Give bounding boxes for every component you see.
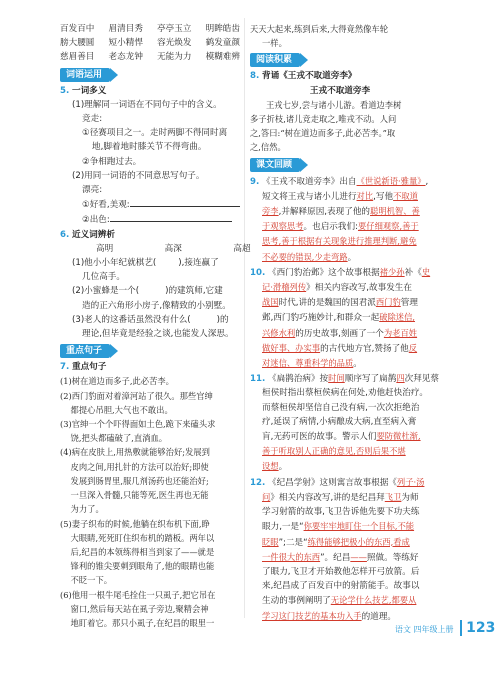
key-sentence-line: 地盯着它。那只小虱子,在纪昌的眼里一 — [60, 617, 215, 628]
question-number: 12. — [250, 477, 266, 488]
text: 。 — [347, 252, 357, 263]
q11-line: 桓侯时指出蔡桓侯病在何处,劝他赶快治疗。 — [262, 388, 429, 399]
q11-line: 疗,延误了病情,小病酿成大病,直至病入膏 — [262, 416, 417, 427]
text: 。 — [353, 359, 362, 370]
q12-line — [250, 475, 430, 490]
section-title-key-sentences: 重点句子 — [60, 344, 110, 358]
q6-sentence — [60, 284, 240, 298]
text: 时代,讲的是魏国的国君派 — [278, 298, 376, 309]
word-row — [60, 22, 240, 36]
q12-line — [250, 550, 430, 565]
q12-line: 来,纪昌成了百发百中的射箭能手。故事以 — [262, 581, 420, 592]
key-sentence-line: 大眼睛,死死盯住织布机的踏板。两年以 — [60, 532, 215, 543]
word: 百发百中 — [60, 24, 95, 34]
question-8-title — [250, 69, 430, 83]
text-line: 多子折枝,诸儿竞走取之,唯戎不动。人问 — [250, 114, 397, 125]
question-6-title — [60, 228, 240, 242]
column-divider — [244, 18, 245, 618]
q5-sentence — [60, 126, 240, 140]
word: 短小精悍 — [108, 38, 143, 49]
text: 《王戎不取道旁李》出自 — [261, 176, 357, 187]
q5-part1: (1)理解同一词语在不同句子中的含义。 — [72, 99, 222, 110]
text: 次拜见蔡 — [404, 374, 440, 385]
answer-text: 旁李 — [262, 206, 279, 217]
q12-line: 了眼力,飞卫才开始教他怎样开弓放箭。后 — [262, 566, 420, 577]
section-title-reading: 阅读积累 — [250, 53, 300, 67]
question-title: 近义词辨析 — [71, 229, 115, 240]
answer-text: 眨眼 — [262, 536, 279, 547]
q10-line — [250, 341, 430, 356]
answer-text: 时间 — [328, 373, 345, 384]
text: 眼力,一是“ — [262, 522, 304, 533]
q11-line — [250, 371, 440, 386]
q11-line — [250, 459, 430, 474]
q9-line — [250, 204, 430, 219]
sentence-text: )的 — [216, 314, 229, 325]
text: 的道理。 — [361, 611, 396, 622]
word: 眉清目秀 — [108, 24, 143, 34]
answer-text: 思考,善于根据有关现象进行推理判断,避免 — [262, 236, 417, 247]
q11-line: 而蔡桓侯却坚信自己没有病,一次次拒绝治 — [262, 402, 420, 413]
q5-answer-line — [60, 212, 240, 227]
question-number: 8. — [250, 71, 260, 82]
answer-text: 聪明机智、善 — [370, 206, 420, 217]
word: 亭亭玉立 — [157, 24, 192, 34]
answer-text: 列子·汤 — [396, 476, 425, 487]
q9-line — [250, 174, 430, 189]
text: 《西门豹治邺》这个故事根据 — [267, 267, 380, 278]
question-7-title — [60, 360, 240, 374]
q9-line — [250, 189, 430, 204]
key-sentence-line: 一旦深入骨髓,只能等死,医生再也无能 — [60, 490, 209, 501]
question-number: 5. — [60, 85, 70, 96]
question-title: 一词多义 — [71, 85, 107, 96]
key-sentence-line: 为力了。 — [60, 504, 104, 515]
word-row — [60, 50, 240, 64]
key-sentence-line: (4)病在皮肤上,用热敷就能够治好;发展到 — [60, 447, 210, 458]
left-column — [60, 22, 251, 630]
key-sentence-line: (2)西门豹面对着漳河站了很久。那些官绅 — [60, 390, 213, 401]
word: 明眸皓齿 — [205, 24, 240, 34]
text-line: 王戎七岁,尝与诸小儿游。看道边李树 — [266, 99, 402, 110]
footer-grade: 四年级上册 — [413, 625, 454, 634]
question-5-title — [60, 84, 240, 98]
key-sentence-continued — [250, 22, 430, 50]
answer-text: 问 — [262, 491, 271, 502]
question-number: 6. — [60, 229, 70, 240]
footer-subject: 语文 — [395, 625, 411, 634]
answer-text: 西门豹 — [375, 297, 401, 308]
answer-text: 褚少孙 — [379, 266, 405, 277]
question-number: 10. — [250, 267, 266, 278]
key-sentence-line: 皮肉之间,用扎针的方法可以治好;即使 — [60, 461, 209, 472]
word-grid — [60, 22, 240, 65]
answer-prompt: ②出色: — [82, 215, 110, 226]
question-number: 7. — [60, 362, 70, 373]
q6-sentence — [60, 313, 240, 327]
q5-answer-line — [60, 197, 240, 212]
text: 照做。等练好 — [366, 552, 419, 563]
answer-text: 为老百姓 — [383, 327, 418, 338]
text: 补《 — [404, 267, 422, 278]
key-sentence-line: 天天大起来,练到后来,大得竟然像车轮 — [250, 24, 389, 34]
word: 鹤发童颜 — [205, 38, 240, 49]
q9-line — [250, 219, 430, 234]
sentence-text: (2)小蜜蜂是一个( — [72, 286, 140, 297]
text: ,并解释原因,表现了他的 — [278, 207, 371, 218]
text: 《纪昌学射》这则寓言故事根据《 — [267, 477, 397, 488]
q9-line — [250, 234, 430, 249]
answer-text: 《世说新语·雅量》 — [356, 175, 426, 186]
word: 老态龙钟 — [108, 52, 143, 63]
text: 的古代地方官,赞扬了他 — [320, 343, 409, 354]
answer-blank[interactable] — [130, 197, 240, 207]
question-11 — [250, 371, 440, 474]
text: 的历史故事,刻画了一个 — [295, 328, 384, 339]
q5-part2: (2)用同一词语的不同意思写句子。 — [72, 170, 205, 181]
answer-blank[interactable] — [110, 212, 232, 222]
question-title: 重点句子 — [71, 362, 107, 373]
answer-text: 一件很大的东西 — [262, 551, 321, 562]
key-sentence-line: 窗口,然后每天站在虱子旁边,聚精会神 — [60, 603, 209, 614]
q6-sentence-cont: 造的正六角形小房子,像精致的小别墅。 — [82, 300, 231, 311]
answer-text: 飞卫 — [384, 491, 402, 502]
question-number: 9. — [250, 176, 260, 187]
answer-text: 不必要的错误,少走弯路 — [262, 251, 348, 262]
question-10 — [250, 265, 430, 371]
q12-line — [250, 519, 430, 534]
text: 生动的事例阐明了 — [262, 596, 331, 607]
text: 》相关内容改写,故事发生在 — [306, 283, 412, 294]
text: 为师 — [401, 492, 419, 503]
q6-sentence — [60, 256, 240, 270]
question-number: 11. — [250, 374, 266, 385]
answer-text: 破除迷信, — [379, 312, 416, 323]
page-footer — [395, 620, 495, 636]
key-sentence-line: (1)树在道边而多子,此必苦李。 — [60, 376, 174, 387]
text: 。 — [278, 462, 288, 473]
section-title-word-use: 词语运用 — [60, 68, 110, 82]
q5-word2: 漂亮: — [82, 185, 103, 196]
q10-line — [250, 356, 430, 371]
answer-text: 练得能够把极小的东西,看成 — [307, 536, 410, 547]
answer-text: 学习这门技艺的基本功入手 — [262, 610, 362, 621]
q10-line — [250, 280, 430, 295]
q11-line — [250, 429, 430, 444]
key-sentence-line: 一样。 — [262, 38, 287, 49]
answer-text: 四 — [396, 373, 405, 384]
q5-sentence-cont: 地,脚着地时膝关节不得弯曲。 — [92, 142, 207, 153]
q12-line — [250, 593, 430, 608]
q10-line — [250, 310, 430, 325]
poem-title: 王戎不取道旁李 — [309, 85, 371, 96]
answer-text: 对迷信、尊重科学的品质 — [262, 358, 354, 369]
answer-text: 记·滑稽列传 — [262, 282, 307, 293]
question-9 — [250, 174, 430, 265]
q12-line — [250, 490, 430, 505]
answer-text: 不取道 — [393, 190, 418, 201]
q10-line — [250, 326, 430, 341]
q6-sentence-cont: 理论,但毕竟是经验之谈,也能发人深思。 — [82, 329, 234, 340]
answer-text: 史 — [421, 266, 431, 277]
section-title-lesson-review: 课文回顾 — [250, 158, 300, 172]
right-column — [250, 22, 440, 624]
word: 容光焕发 — [157, 38, 192, 49]
text: ”。纪昌 — [320, 552, 351, 563]
text: , — [425, 176, 429, 187]
text: ”;二是“ — [278, 537, 308, 548]
q9-line — [250, 250, 430, 265]
word: 慈眉善目 — [60, 52, 95, 63]
key-sentences-list — [60, 374, 240, 630]
word-row — [60, 36, 240, 50]
question-12 — [250, 475, 430, 624]
option-word: 高明 — [96, 243, 114, 254]
answer-text: —— — [350, 551, 367, 562]
answer-text: 于观察思考 — [262, 221, 304, 232]
answer-text: 兴修水利 — [262, 327, 296, 338]
text: 《扁鹊治病》按 — [267, 374, 329, 385]
sentence-text: (1)他小小年纪就棋艺( — [72, 258, 157, 269]
word: 模糊难辨 — [205, 52, 240, 63]
key-sentence-line: 不眨一下。 — [60, 575, 113, 586]
text: 邺,西门豹巧施妙计,和群众一起 — [262, 313, 380, 324]
q6-options — [60, 242, 251, 256]
option-word: 高超 — [233, 243, 251, 254]
text: 。也启示我们: — [303, 222, 358, 233]
key-sentence-line: (3)官绅一个个吓得面如土色,跪下来磕头求 — [60, 419, 216, 430]
answer-text: 无论学什么技艺,都要从 — [330, 595, 417, 606]
key-sentence-line: (6)他用一根牛尾毛拴住一只虱子,把它吊在 — [60, 589, 216, 600]
key-sentence-line: 饶,把头都磕破了,直淌血。 — [60, 433, 168, 444]
q5-word1: 竞走: — [82, 114, 103, 125]
text: 顺序写了扁鹊 — [344, 374, 397, 385]
key-sentence-line: 锋利的锥尖要刺到眼角了,他的眼睛也能 — [60, 561, 215, 572]
q6-sentence-cont: 几位高手。 — [82, 272, 125, 283]
answer-text: 战国 — [262, 297, 279, 308]
sentence-text: (3)老人的这番话虽然没有什么( — [72, 314, 191, 325]
text: 管理 — [400, 298, 418, 309]
sentence-text: ①径赛项目之一。走时两脚不得同时离 — [82, 128, 228, 139]
answer-text: 设想 — [262, 461, 279, 472]
answer-prompt: ①好看,美观: — [82, 200, 130, 211]
key-sentence-line: (5)妻子织布的时候,他躺在织布机下面,睁 — [60, 518, 210, 529]
word: 膀大腰圆 — [60, 38, 95, 49]
question-title: 背诵《王戎不取道旁李》 — [261, 71, 357, 82]
classical-text — [250, 98, 430, 155]
answer-text: 要仔细观察,善于 — [357, 221, 419, 232]
q5-sentence: ②争相跑过去。 — [82, 156, 142, 167]
text: 短文将王戎与诸小儿进行 — [262, 191, 357, 202]
option-word: 高深 — [164, 243, 182, 254]
sentence-text: ),接连赢了 — [178, 258, 219, 269]
answer-text: 要防微杜渐, — [376, 431, 421, 442]
key-sentence-line: 都提心吊胆,大气也不敢出。 — [60, 404, 173, 415]
key-sentence-line: 后,纪昌的本领练得相当到家了——就是 — [60, 546, 215, 557]
text: 》相关内容改写,讲的是纪昌拜 — [270, 492, 385, 503]
answer-text: 做好事、办实事 — [262, 342, 321, 353]
text: ,写他 — [373, 191, 394, 202]
word: 无能为力 — [157, 52, 192, 63]
q12-line — [250, 535, 430, 550]
answer-text: 对比 — [356, 190, 374, 201]
q12-line: 学习射箭的故事,飞卫告诉他先要下功夫练 — [262, 507, 420, 518]
q10-line — [250, 295, 430, 310]
answer-text: 善于听取别人正确的意见,否则后果不堪 — [262, 446, 406, 457]
key-sentence-line: 发展到肠胃里,服几剂汤药也还能治好; — [60, 475, 209, 486]
answer-text: 你要牢牢地盯住一个目标,不能 — [303, 521, 415, 532]
q10-line — [250, 265, 430, 280]
sentence-text: )的建筑师,它建 — [165, 286, 223, 297]
text-line: 之,信然。 — [250, 142, 286, 153]
page-number: 123 — [460, 620, 495, 636]
answer-text: 反 — [408, 342, 418, 353]
text-line: 之,答曰:“树在道边而多子,此必苦李。”取 — [250, 128, 396, 139]
text: 肓,无药可医的故事。警示人们 — [262, 432, 377, 443]
q11-line — [250, 444, 430, 459]
